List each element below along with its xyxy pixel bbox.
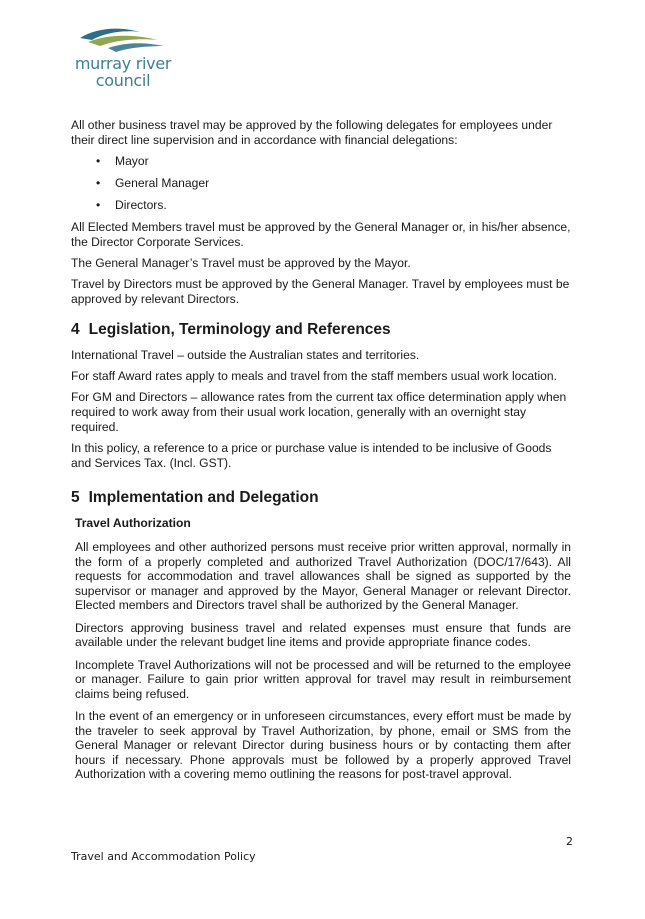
bullet-icon: • — [96, 198, 101, 212]
bullet-icon: • — [96, 176, 101, 190]
list-item: • Directors. — [96, 198, 167, 212]
section-4-paragraph: International Travel – outside the Australian states and territories. — [71, 348, 420, 362]
list-item: • General Manager — [96, 176, 210, 190]
intro-paragraph-3: The General Manager’s Travel must be approved by the Mayor. — [71, 256, 411, 270]
section-5-paragraph: Directors approving business travel and related expenses must ensure that funds are available under the relevant budget line items and provide appropriate finance codes. — [75, 620, 571, 649]
section-4-paragraph: In this policy, a reference to a price or purchase value is intended to be inclusive of Goods and Services Tax. (Incl. GST). — [71, 441, 552, 470]
section-4-number: 4 — [71, 321, 80, 338]
bullet-icon: • — [96, 154, 101, 168]
document-body — [71, 118, 571, 790]
intro-paragraph-1: All other business travel may be approved by the following delegates for employees under their direct line supervision and in accordance with financial delegations: — [71, 118, 553, 147]
section-4-heading — [71, 321, 571, 339]
section-5-heading — [71, 489, 571, 507]
intro-paragraph-2: All Elected Members travel must be approved by the General Manager or, in his/her absence, the Director Corporate Services. — [71, 220, 571, 249]
page-number: 2 — [566, 835, 573, 848]
logo-text-line2: council — [95, 71, 151, 90]
council-logo — [68, 26, 178, 92]
section-4-paragraph: For staff Award rates apply to meals and travel from the staff members usual work location. — [71, 369, 557, 383]
intro-paragraph-4: Travel by Directors must be approved by the General Manager. Travel by employees must be approved by relevant Directors. — [71, 277, 570, 306]
travel-authorization-subheading: Travel Authorization — [75, 516, 191, 530]
logo-text-line1: murray river — [74, 54, 172, 73]
section-4-paragraph: For GM and Directors – allowance rates from the current tax office determination apply when required to work away from their usual work location, generally with an overnight stay required. — [71, 390, 567, 434]
footer-document-title: Travel and Accommodation Policy — [71, 850, 256, 863]
section-4-title: Legislation, Terminology and References — [88, 321, 391, 338]
list-item: • Mayor — [96, 154, 149, 168]
section-5-paragraph: Incomplete Travel Authorizations will not be processed and will be returned to the employee or manager. Failure to gain prior written approval for travel may result in reimbursement claims being refused. — [75, 657, 571, 701]
section-5-body — [71, 516, 571, 782]
section-5-paragraph: In the event of an emergency or in unforeseen circumstances, every effort must be made by the traveler to seek approval by Travel Authorization, by phone, email or SMS from the General Manager or relevant Director during business hours or by contacting them after hours if necessary. Phone approvals must be followed by a properly approved Travel Authorization with a covering memo outlining the reasons for post-travel approval. — [75, 709, 571, 781]
river-swoosh-icon — [78, 26, 168, 56]
section-5-paragraph: All employees and other authorized persons must receive prior written approval, normally in the form of a properly completed and authorized Travel Authorization (DOC/17/643). All requests for accommodation and travel allowances shall be signed as supported by the supervisor or manager and approved by the Mayor, General Manager or relevant Director. Elected members and Directors travel shall be authorized by the General Manager. — [75, 540, 571, 612]
section-5-title: Implementation and Delegation — [88, 489, 319, 506]
section-5-number: 5 — [71, 489, 80, 506]
delegates-list — [71, 154, 571, 213]
